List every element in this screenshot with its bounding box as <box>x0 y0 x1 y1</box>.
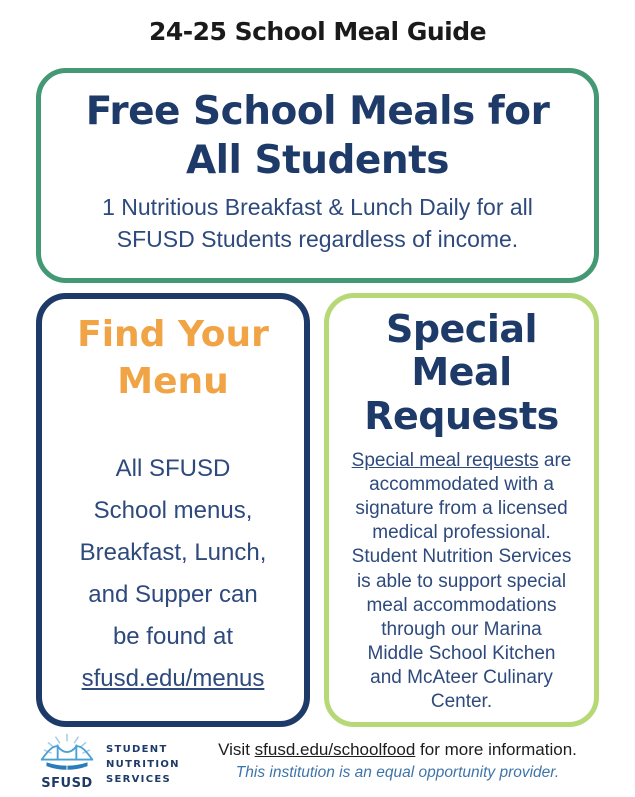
sfusd-logo-word: SFUSD <box>41 776 93 791</box>
free-meals-heading: Free School Meals for All Students <box>85 89 550 183</box>
free-meals-card <box>36 68 599 283</box>
special-meal-body: Special meal requests are accommodated with a signature from a licensed medical professional. Student Nutrition Services is able to support special meal accommodations through our Marina Middle School Kitchen and McAteer Culinary Center. <box>351 449 572 713</box>
free-meals-subtitle: 1 Nutritious Breakfast & Lunch Daily for all SFUSD Students regardless of income. <box>102 193 533 253</box>
special-meal-after-link: are <box>538 449 572 471</box>
footer-info-suffix: for more information. <box>415 740 577 759</box>
special-meal-requests-link[interactable]: Special meal requests <box>351 449 539 471</box>
special-meal-heading: Special Meal Requests <box>364 307 559 438</box>
find-menu-heading: Find Your Menu <box>77 314 269 402</box>
footer-info-prefix: Visit <box>218 740 255 759</box>
equal-opportunity-disclaimer: This institution is an equal opportunity provider. <box>235 764 560 781</box>
sfusd-bridge-logo-icon <box>39 733 95 773</box>
footer-info <box>175 740 620 760</box>
menus-link[interactable]: sfusd.edu/menus <box>81 664 265 692</box>
sfusd-logo <box>36 733 98 791</box>
schoolfood-link[interactable]: sfusd.edu/schoolfood <box>254 740 416 759</box>
page-title: 24-25 School Meal Guide <box>148 17 487 46</box>
footer-text <box>175 740 620 782</box>
find-menu-body: All SFUSD School menus, Breakfast, Lunch, and Supper can be found at sfusd.edu/menus <box>79 454 267 692</box>
find-menu-card <box>36 293 310 727</box>
special-meal-card <box>324 293 599 727</box>
student-nutrition-services-label: STUDENT NUTRITION SERVICES <box>106 744 180 785</box>
